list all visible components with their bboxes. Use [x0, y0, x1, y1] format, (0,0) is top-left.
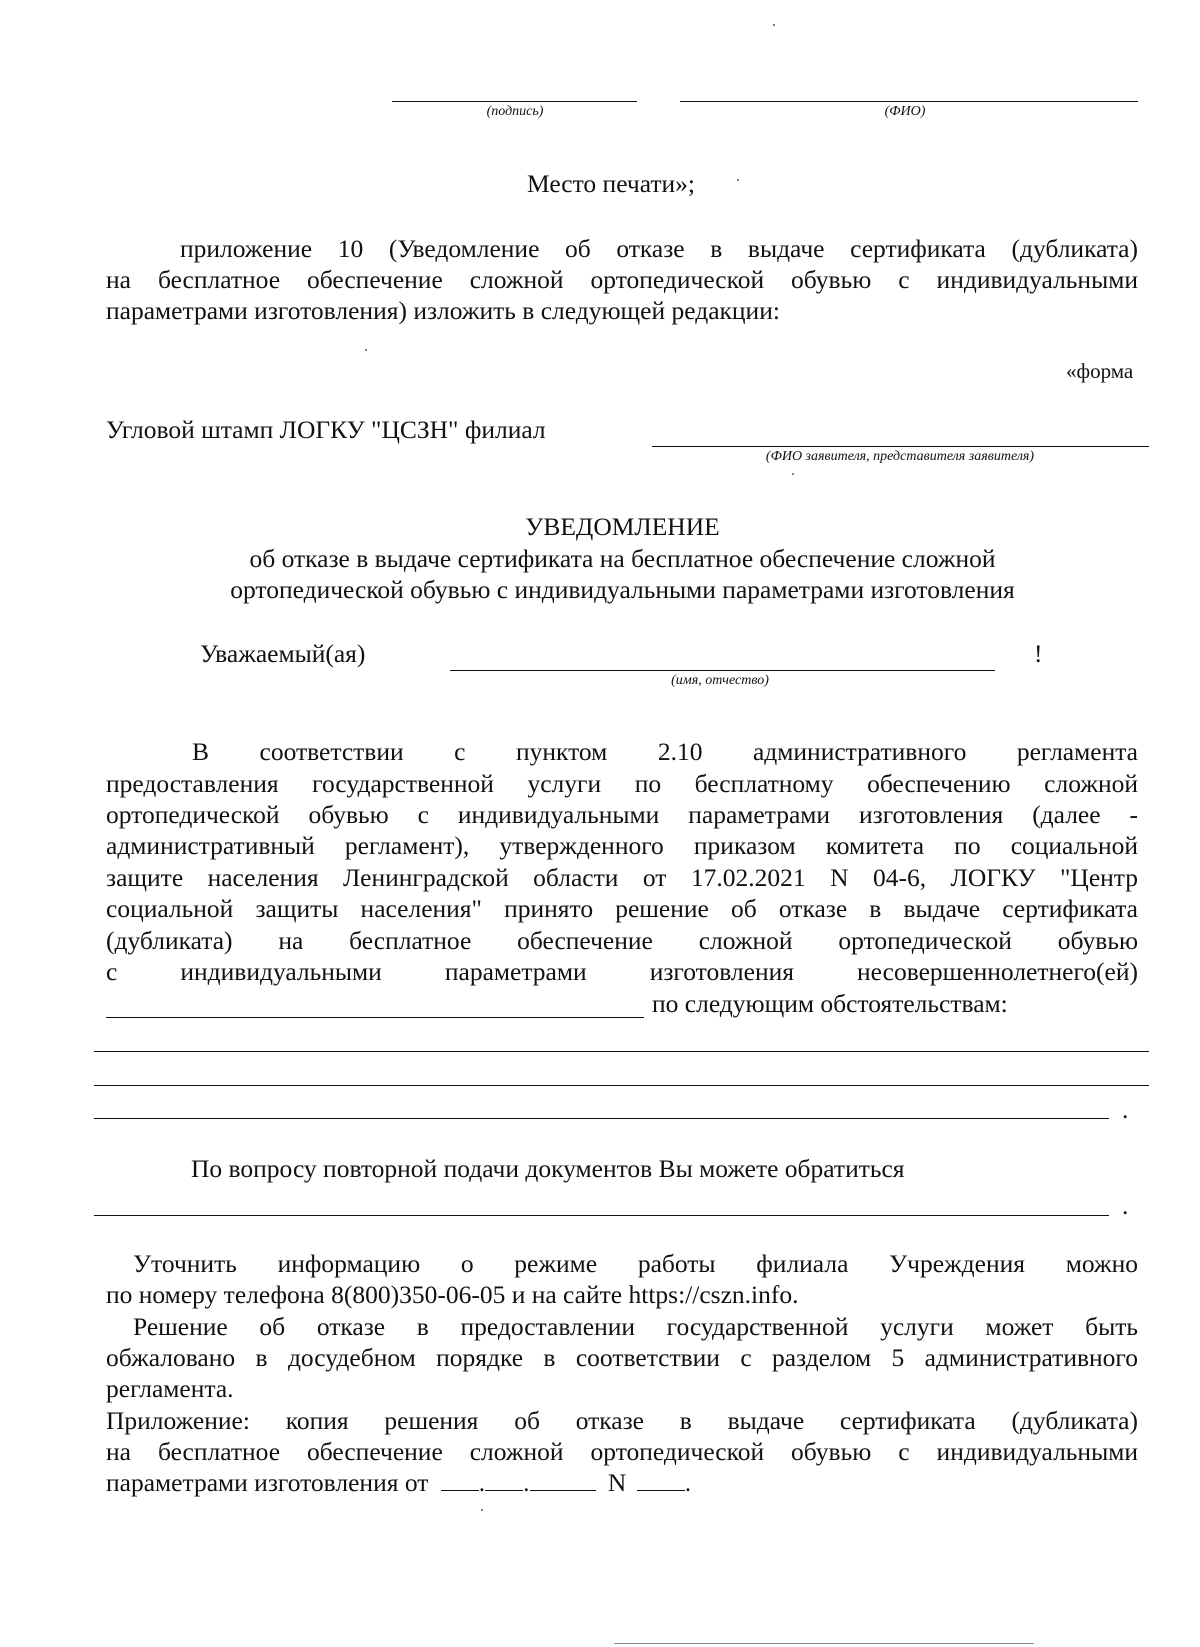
number-label: N: [607, 1468, 627, 1497]
name-line: [450, 670, 995, 671]
resubmission-period: .: [1122, 1191, 1129, 1220]
resubmission-line: [94, 1215, 1109, 1216]
page-bottom-edge: [614, 1643, 1034, 1644]
scan-speck: [365, 349, 367, 351]
notice-subtitle-1: об отказе в выдаче сертификата на бесплатное обеспечение сложной: [249, 544, 996, 573]
body-line-4: административный регламент), утвержденного приказом комитета по социальной: [106, 831, 1138, 860]
body-line-3: ортопедической обувью с индивидуальными параметрами изготовления (далее -: [106, 800, 1138, 829]
salutation: Уважаемый(ая): [200, 639, 366, 668]
scan-speck: [792, 473, 794, 475]
signature-caption: (подпись): [486, 104, 544, 119]
info-line-1: Уточнить информацию о режиме работы филиала Учреждения можно: [133, 1249, 1138, 1278]
fio-caption: (ФИО): [884, 104, 926, 119]
stamp-place: Место печати»;: [527, 169, 695, 198]
appeal-line-3: регламента.: [106, 1374, 234, 1403]
applicant-caption: (ФИО заявителя, представителя заявителя): [765, 449, 1035, 464]
applicant-line: [652, 446, 1149, 447]
body-line-5: защите населения Ленинградской области от 17.02.2021 N 04-6, ЛОГКУ "Центр: [106, 863, 1138, 892]
scan-speck: [737, 179, 739, 181]
appeal-line-2: обжаловано в досудебном порядке в соответствии с разделом 5 административного: [106, 1343, 1138, 1372]
attachment-line-2: на бесплатное обеспечение сложной ортопедической обувью с индивидуальными: [106, 1437, 1138, 1466]
amendment-line-1: приложение 10 (Уведомление об отказе в выдаче сертификата (дубликата): [180, 234, 1138, 263]
amendment-line-3: параметрами изготовления) изложить в следующей редакции:: [106, 296, 780, 325]
scan-speck: [773, 24, 775, 26]
number-blank: [637, 1468, 685, 1491]
attachment-date-prefix: параметрами изготовления от: [106, 1468, 429, 1497]
circumstances-line-3: [94, 1118, 1109, 1119]
body-line-6: социальной защиты населения" принято решение об отказе в выдаче сертификата: [106, 894, 1138, 923]
notice-subtitle-2: ортопедической обувью с индивидуальными параметрами изготовления: [230, 575, 1015, 604]
date-year-blank: [530, 1468, 596, 1491]
notice-heading: УВЕДОМЛЕНИЕ: [525, 512, 720, 541]
info-line-2: по номеру телефона 8(800)350-06-05 и на сайте https://cszn.info.: [106, 1280, 799, 1309]
date-day-blank: [441, 1468, 479, 1491]
scan-speck: [481, 1509, 483, 1511]
circumstances-period: .: [1122, 1095, 1129, 1124]
attachment-end-period: .: [684, 1468, 692, 1497]
salutation-exclamation: !: [1034, 639, 1043, 668]
body-line-1: В соответствии с пунктом 2.10 административного регламента: [192, 737, 1138, 766]
body-line-8: с индивидуальными параметрами изготовления несовершеннолетнего(ей): [106, 957, 1138, 986]
resubmission-text: По вопросу повторной подачи документов Вы можете обратиться: [191, 1154, 905, 1183]
appeal-line-1: Решение об отказе в предоставлении государственной услуги может быть: [133, 1312, 1138, 1341]
name-caption: (имя, отчество): [671, 673, 769, 688]
attachment-line-3: [106, 1467, 691, 1498]
date-sep-1: .: [478, 1468, 486, 1497]
body-line-2: предоставления государственной услуги по бесплатному обеспечению сложной: [106, 769, 1138, 798]
circumstances-line-1: [94, 1051, 1149, 1052]
amendment-line-2: на бесплатное обеспечение сложной ортопедической обувью с индивидуальными: [106, 265, 1138, 294]
date-sep-2: .: [523, 1468, 530, 1497]
circumstances-line-2: [94, 1085, 1149, 1086]
circumstances-label: по следующим обстоятельствам:: [652, 989, 1008, 1018]
minor-name-line: [106, 1017, 644, 1018]
signature-line: [392, 101, 637, 102]
corner-stamp-label: Угловой штамп ЛОГКУ "ЦСЗН" филиал: [106, 415, 546, 444]
date-month-blank: [485, 1468, 523, 1491]
fio-line: [680, 101, 1138, 102]
body-line-7: (дубликата) на бесплатное обеспечение сложной ортопедической обувью: [106, 926, 1138, 955]
attachment-line-1: Приложение: копия решения об отказе в выдаче сертификата (дубликата): [106, 1406, 1138, 1435]
form-label: «форма: [1066, 359, 1134, 383]
